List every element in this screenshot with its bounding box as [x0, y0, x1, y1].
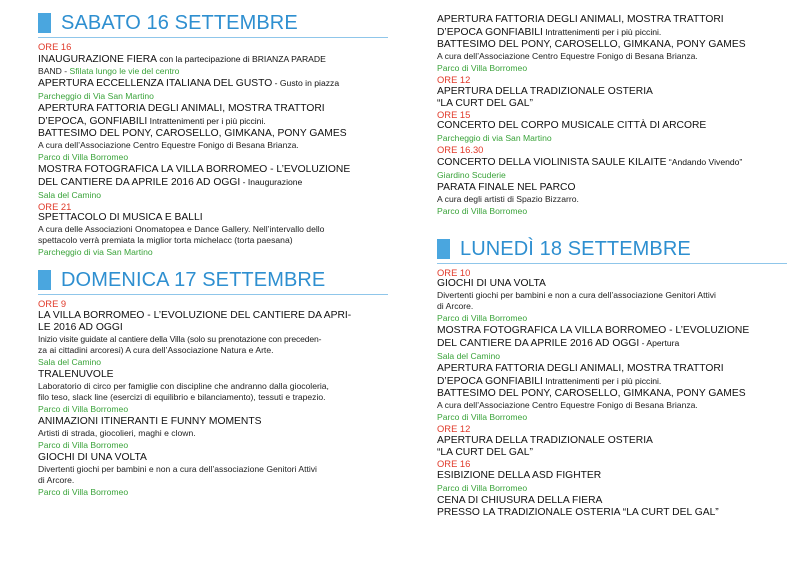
event-desc: A cura dell’Associazione Centro Equestre Fonigo di Besana Brianza.	[437, 51, 698, 61]
section-header-lunedi	[437, 238, 787, 260]
event-location: Sala del Camino	[437, 351, 501, 362]
event-time: ORE 15	[437, 108, 471, 120]
event-location: Parco di Villa Borromeo	[38, 151, 129, 162]
heading-rule	[38, 294, 388, 295]
event-title-cont: BAND -	[38, 65, 70, 76]
event-title: PARATA FINALE NEL PARCO	[437, 181, 576, 193]
event-desc: za ai cittadini arcoresi) A cura dell’Associazione Natura e Arte.	[38, 344, 274, 355]
event-concerto-corpo	[437, 110, 787, 146]
event-title: CONCERTO DELLA VIOLINISTA SAULE KILAITE	[437, 156, 667, 168]
event-title-cont: LE 2016 AD OGGI	[38, 321, 123, 333]
event-location: Sala del Camino	[38, 189, 102, 200]
event-title: GIOCHI DI UNA VOLTA	[437, 278, 546, 290]
event-location: Parco di Villa Borromeo	[437, 412, 528, 423]
event-location: Parco di Villa Borromeo	[38, 403, 129, 414]
event-osteria	[437, 424, 787, 459]
event-title: APERTURA ECCELLENZA ITALIANA DEL GUSTO	[38, 77, 273, 89]
event-pony	[437, 39, 787, 75]
event-desc: spettacolo verrà premiata la miglior torta michelacc (torta paesana)	[38, 235, 293, 246]
day-heading: LUNEDÌ 18 SETTEMBRE	[460, 237, 691, 260]
event-title: ANIMAZIONI ITINERANTI E FUNNY MOMENTS	[38, 415, 262, 427]
right-column	[437, 0, 787, 519]
event-time: ORE 10	[437, 266, 471, 278]
day-heading: SABATO 16 SETTEMBRE	[61, 12, 298, 34]
day-heading: DOMENICA 17 SETTEMBRE	[61, 269, 326, 292]
event-time: ORE 16	[38, 41, 72, 52]
event-desc: filo teso, slack line (esercizi di equilibrio e bilanciamento), tessuti e trapezio.	[38, 391, 326, 402]
event-location: Parco di Villa Borromeo	[437, 313, 528, 324]
event-osteria	[437, 75, 787, 110]
event-title: APERTURA FATTORIA DEGLI ANIMALI, MOSTRA TRATTORI	[437, 363, 724, 375]
event-title: CENA DI CHIUSURA DELLA FIERA	[437, 494, 603, 506]
event-time: ORE 9	[38, 298, 67, 310]
event-concerto-violinista	[437, 145, 787, 182]
event-note: con la partecipazione di BRIANZA PARADE	[159, 53, 326, 64]
event-note: - Gusto in piazza	[272, 77, 340, 88]
event-location: Giardino Scuderie	[437, 169, 506, 180]
event-title: APERTURA FATTORIA DEGLI ANIMALI, MOSTRA TRATTORI	[437, 14, 724, 25]
event-desc: Inizio visite guidate al cantiere della Villa (solo su prenotazione con preceden-	[38, 333, 322, 344]
event-tralenuvole	[38, 369, 388, 416]
event-location: Sala del Camino	[38, 356, 102, 367]
event-title: CONCERTO DEL CORPO MUSICALE CITTÀ DI ARCORE	[437, 120, 707, 132]
event-title: BATTESIMO DEL PONY, CAROSELLO, GIMKANA, PONY GAMES	[437, 388, 746, 400]
event-giochi	[38, 452, 388, 499]
event-title: TRALENUVOLE	[38, 368, 114, 380]
event-location: Parco di Villa Borromeo	[437, 482, 528, 493]
section-marker	[437, 239, 450, 259]
left-column	[38, 0, 388, 499]
event-time: ORE 21	[38, 200, 72, 212]
event-note: “Andando Vivendo”	[666, 156, 743, 167]
event-title-cont: DEL CANTIERE DA APRILE 2016 AD OGGI	[437, 338, 640, 350]
event-title: MOSTRA FOTOGRAFICA LA VILLA BORROMEO - L’EVOLUZIONE	[38, 163, 351, 175]
event-note-green: Sfilata lungo le vie del centro	[69, 65, 180, 76]
event-location: Parco di Villa Borromeo	[437, 63, 528, 73]
event-cena	[437, 495, 787, 519]
event-pony	[38, 128, 388, 164]
event-fattoria	[437, 14, 787, 39]
event-title: INAUGURAZIONE FIERA	[38, 53, 157, 65]
event-desc: Divertenti giochi per bambini e non a cura dell’associazione Genitori Attivi	[38, 463, 317, 474]
event-desc: Laboratorio di circo per famiglie con discipline che andranno dalla giocoleria,	[38, 380, 329, 391]
event-note: - Inaugurazione	[240, 176, 303, 187]
event-title-cont: D’EPOCA GONFIABILI	[437, 27, 543, 38]
event-time: ORE 12	[437, 74, 471, 85]
event-eccellenza	[38, 77, 388, 103]
event-mostra	[38, 164, 388, 202]
event-desc: di Arcore.	[437, 301, 474, 312]
event-title-cont: “LA CURT DEL GAL”	[437, 446, 533, 458]
heading-rule	[38, 37, 388, 38]
event-title-cont: PRESSO LA TRADIZIONALE OSTERIA “LA CURT DEL GAL”	[437, 506, 719, 518]
event-mostra	[437, 325, 787, 363]
event-desc: di Arcore.	[38, 474, 75, 485]
event-fattoria	[437, 363, 787, 388]
event-note: Intrattenimenti per i più piccini.	[147, 115, 266, 126]
event-title: APERTURA DELLA TRADIZIONALE OSTERIA	[437, 434, 653, 446]
event-inaugurazione	[38, 42, 388, 77]
event-desc: A cura degli artisti di Spazio Bizzarro.	[437, 193, 579, 204]
event-title: BATTESIMO DEL PONY, CAROSELLO, GIMKANA, PONY GAMES	[437, 39, 746, 50]
event-title: APERTURA FATTORIA DEGLI ANIMALI, MOSTRA TRATTORI	[38, 102, 325, 114]
event-title: ESIBIZIONE DELLA ASD FIGHTER	[437, 469, 602, 481]
section-marker	[38, 13, 51, 33]
event-title: LA VILLA BORROMEO - L’EVOLUZIONE DEL CANTIERE DA APRI-	[38, 309, 352, 321]
event-desc: A cura delle Associazioni Onomatopea e Dance Gallery. Nell’intervallo dello	[38, 224, 325, 235]
event-location: Parcheggio di via San Martino	[38, 247, 153, 258]
event-spettacolo	[38, 202, 388, 260]
event-location: Parco di Villa Borromeo	[38, 486, 129, 497]
event-title-cont: DEL CANTIERE DA APRILE 2016 AD OGGI	[38, 176, 241, 188]
event-title: BATTESIMO DEL PONY, CAROSELLO, GIMKANA, PONY GAMES	[38, 127, 347, 139]
event-location: Parco di Villa Borromeo	[437, 205, 528, 216]
event-fattoria	[38, 103, 388, 128]
section-header-sabato	[38, 12, 388, 34]
section-marker	[38, 270, 51, 290]
event-title: APERTURA DELLA TRADIZIONALE OSTERIA	[437, 85, 653, 97]
event-title-cont: D’EPOCA GONFIABILI	[437, 376, 543, 388]
event-location: Parco di Villa Borromeo	[38, 439, 129, 450]
event-fighter	[437, 459, 787, 495]
event-time: ORE 16	[437, 457, 471, 469]
event-parata	[437, 182, 787, 218]
event-title-cont: “LA CURT DEL GAL”	[437, 97, 533, 109]
heading-rule	[437, 263, 787, 264]
event-note: - Apertura	[639, 338, 680, 349]
event-desc: A cura dell’Associazione Centro Equestre Fonigo di Besana Brianza.	[437, 400, 698, 411]
event-time: ORE 16.30	[437, 144, 484, 156]
event-desc: Divertenti giochi per bambini e non a cura dell’associazione Genitori Attivi	[437, 290, 716, 301]
section-header-domenica	[38, 269, 388, 291]
event-note: Intrattenimenti per i più piccini.	[542, 27, 662, 37]
event-giochi	[437, 268, 787, 326]
event-title-cont: D’EPOCA, GONFIABILI	[38, 115, 148, 127]
event-villa-borromeo	[38, 299, 388, 369]
event-title: MOSTRA FOTOGRAFICA LA VILLA BORROMEO - L’EVOLUZIONE	[437, 325, 750, 337]
event-title: SPETTACOLO DI MUSICA E BALLI	[38, 212, 203, 224]
event-pony	[437, 388, 787, 424]
event-desc: Artisti di strada, giocolieri, maghi e clown.	[38, 427, 196, 438]
event-location: Parcheggio di via San Martino	[437, 133, 552, 144]
event-animazioni	[38, 416, 388, 452]
event-time: ORE 12	[437, 423, 471, 435]
event-location: Parcheggio di Via San Martino	[38, 90, 154, 101]
event-note: Intrattenimenti per i più piccini.	[542, 376, 662, 387]
event-desc: A cura dell’Associazione Centro Equestre Fonigo di Besana Brianza.	[38, 139, 299, 150]
event-title: GIOCHI DI UNA VOLTA	[38, 451, 147, 463]
